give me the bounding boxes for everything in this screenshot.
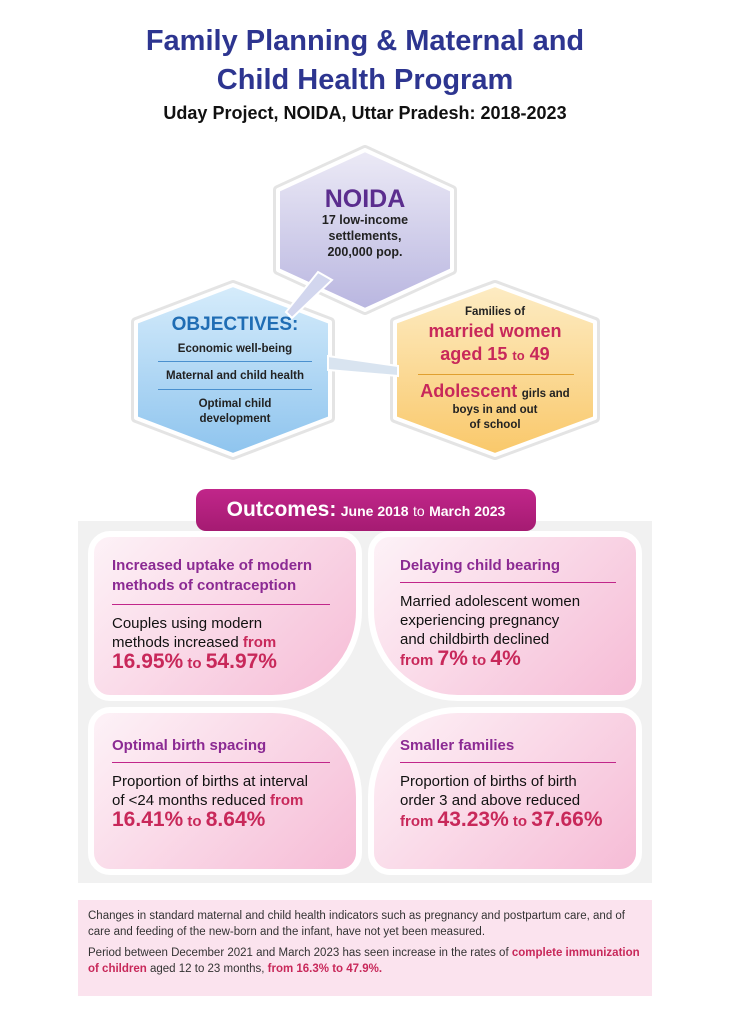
panel3-heading: Optimal birth spacing (112, 737, 267, 754)
page-title-line2: Child Health Program (216, 64, 514, 96)
footnote-para1: Changes in standard maternal and child health indicators such as pregnancy and postpartum care, and of care and feeding of the new-born and the infant, have not yet been measured. (88, 910, 625, 938)
objective-maternal-child: Maternal and child health (165, 370, 305, 382)
panel4-heading: Smaller families (400, 737, 515, 754)
panel4-divider (400, 762, 616, 763)
panel4-body: Proportion of births of birth order 3 and above reduced from 43.23% to 37.66% (400, 773, 603, 831)
noida-title: NOIDA (324, 185, 406, 213)
noida-description: 17 low-income settlements, 200,000 pop. (321, 213, 409, 259)
panel2-divider (400, 582, 616, 583)
objective-child-development: Optimal child development (198, 398, 272, 425)
panel1-heading: Increased uptake of modern methods of contraception (112, 557, 313, 594)
page-subtitle: Uday Project, NOIDA, Uttar Pradesh: 2018-2023 (163, 103, 567, 123)
panel1-body: Couples using modern methods increased from 16.95% to 54.97% (112, 615, 277, 673)
target-adolescent: Adolescent girls and (420, 381, 570, 401)
objective-economic: Economic well-being (177, 343, 293, 355)
footnote-box (78, 900, 652, 996)
panel3-divider (112, 762, 330, 763)
panel2-body: Married adolescent women experiencing pregnancy and childbirth declined from 7% to 4% (400, 593, 581, 670)
footnote-para2: Period between December 2021 and March 2023 has seen increase in the rates of complete immunization of children aged 12 to 23 months, from 16.3% to 47.9%. (88, 947, 640, 975)
objective-divider (158, 361, 312, 362)
target-age-range: aged 15 to 49 (440, 344, 550, 364)
outcomes-banner: Outcomes: June 2018 to March 2023 (196, 489, 536, 531)
page-title-line1: Family Planning & Maternal and (145, 25, 585, 57)
objective-divider (158, 389, 312, 390)
panel3-body: Proportion of births at interval of <24 months reduced from 16.41% to 8.64% (112, 773, 308, 831)
target-families-of: Families of (464, 306, 526, 318)
objectives-title: OBJECTIVES: (171, 314, 299, 335)
target-boys: boys in and out (452, 404, 538, 416)
target-school: of school (469, 419, 521, 431)
connector-objectives-target (328, 356, 398, 376)
panel1-divider (112, 604, 330, 605)
target-married-women: married women (428, 321, 562, 341)
panel2-heading: Delaying child bearing (400, 557, 561, 574)
target-divider (418, 374, 574, 375)
